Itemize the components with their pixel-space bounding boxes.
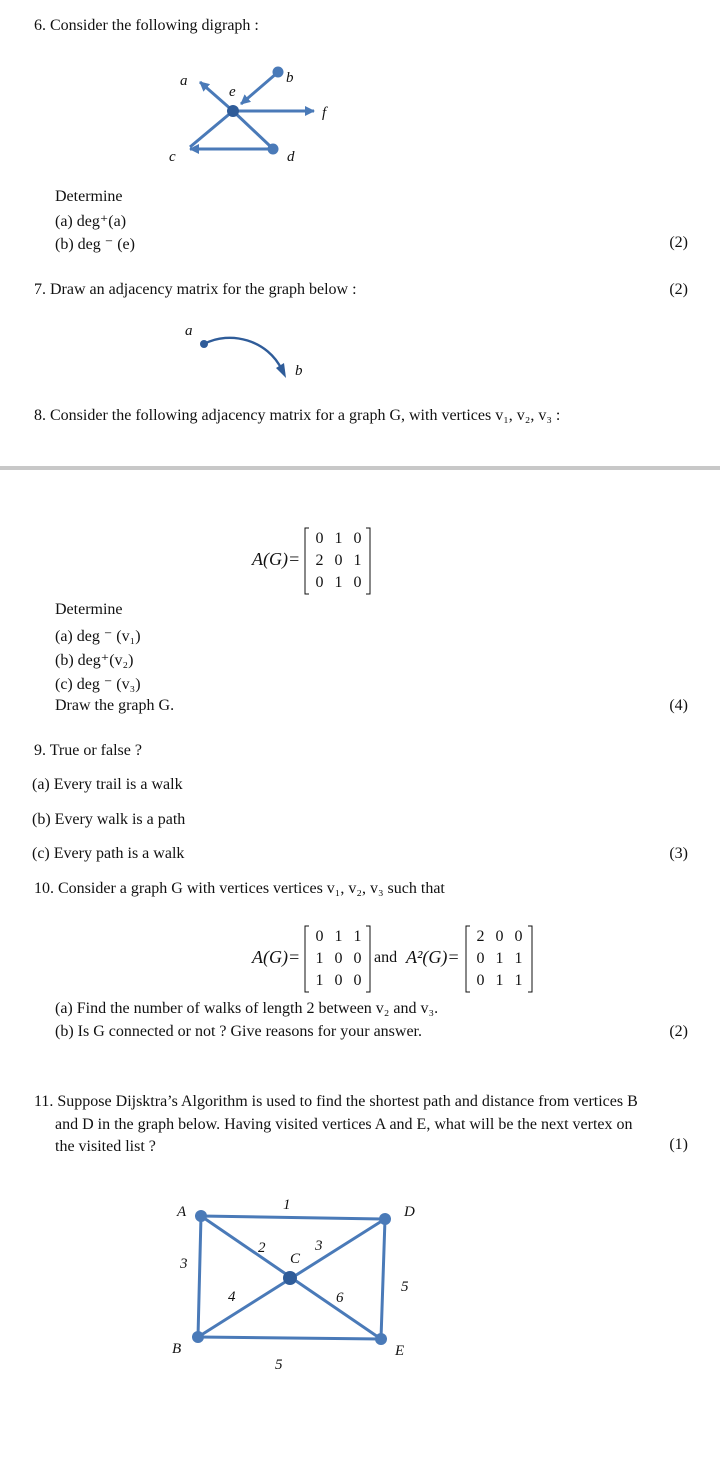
q6-part-a: (a) deg⁺(a) [55,213,127,230]
q10-part-b: (b) Is G connected or not ? Give reasons for your answer. [55,1023,422,1040]
node-B [192,1331,204,1343]
q8-title: 8. Consider the following adjacency matrix for a graph G, with vertices v₁, v₂, v₃ : [34,407,561,424]
q8-marks: (4) [669,697,688,714]
q8-determine: Determine [55,601,123,618]
weight-DE: 5 [401,1279,409,1295]
weight-CD: 3 [315,1238,323,1254]
q10-part-a: (a) Find the number of walks of length 2 between v₂ and v₃. [55,1000,439,1017]
weight-CE: 6 [336,1290,344,1306]
q8-part-c: (c) deg ⁻ (v₃) [55,676,141,693]
matrix-row: 0 1 0 [315,574,362,591]
q10-and: and [374,949,398,966]
edge-a-d [201,1216,385,1219]
matrix-row: 2 0 1 [315,552,362,569]
label-C: C [290,1251,301,1267]
q9-part-a: (a) Every trail is a walk [32,776,183,793]
weight-AD: 1 [283,1197,291,1213]
matrix-row: 2 0 0 [476,928,523,945]
matrix-row: 0 1 1 [476,950,523,967]
q9-marks: (3) [669,845,688,862]
q11-graph [0,1180,720,1380]
q6-part-b: (b) deg ⁻ (e) [55,236,135,253]
q11-text [34,1091,684,1159]
label-b: b [286,70,294,86]
node-D [379,1213,391,1225]
label-a: a [185,323,193,339]
q6-title: 6. Consider the following digraph : [34,17,259,34]
q10-title: 10. Consider a graph G with vertices vertices v₁, v₂, v₃ such that [34,880,445,897]
q8-matrix-label: A(G)= [252,549,301,569]
label-E: E [395,1343,405,1359]
q8-part-a: (a) deg ⁻ (v₁) [55,628,141,645]
weight-AB: 3 [180,1256,188,1272]
q10-matrix2 [471,926,528,992]
label-A: A [177,1204,187,1220]
weight-BE: 5 [275,1357,283,1373]
q10-matrix1-label: A(G)= [252,947,301,967]
label-D: D [404,1204,415,1220]
label-a: a [180,73,188,89]
matrix-row: 1 0 0 [315,972,362,989]
q9-part-c: (c) Every path is a walk [32,845,185,862]
q11-marks: (1) [669,1136,688,1153]
node-E [375,1333,387,1345]
q7-marks: (2) [669,281,688,298]
q11-line-1: 11. Suppose Dijsktra’s Algorithm is used to find the shortest path and distance from vertices B [34,1093,638,1110]
label-c: c [169,149,176,165]
q8-draw: Draw the graph G. [55,697,175,714]
q11-line-3: the visited list ? [55,1138,156,1155]
label-e: e [229,84,236,100]
edge-d-e [381,1219,385,1339]
q9-part-b: (b) Every walk is a path [32,811,186,828]
q7-title: 7. Draw an adjacency matrix for the graph below : [34,281,357,298]
label-d: d [287,149,295,165]
matrix-row: 0 1 0 [315,530,362,547]
q9-title: 9. True or false ? [34,742,142,759]
q10-matrix2-label: A²(G)= [406,947,460,967]
weight-AC: 2 [258,1240,266,1256]
label-B: B [172,1341,182,1357]
edge-a-b [198,1216,201,1337]
label-b: b [295,363,303,379]
q8-part-b: (b) deg⁺(v₂) [55,652,134,669]
node-C [283,1271,297,1285]
edge-b-e [198,1337,381,1339]
q10-matrix1 [310,926,367,992]
weight-BC: 4 [228,1289,236,1305]
q10-marks: (2) [669,1023,688,1040]
matrix-row: 1 0 0 [315,950,362,967]
node-A [195,1210,207,1222]
matrix-row: 0 1 1 [315,928,362,945]
q11-line-2: and D in the graph below. Having visited vertices A and E, what will be the next vertex on [55,1115,633,1133]
label-f: f [322,105,327,121]
q6-marks: (2) [669,234,688,251]
matrix-row: 0 1 1 [476,972,523,989]
q6-determine: Determine [55,188,123,205]
